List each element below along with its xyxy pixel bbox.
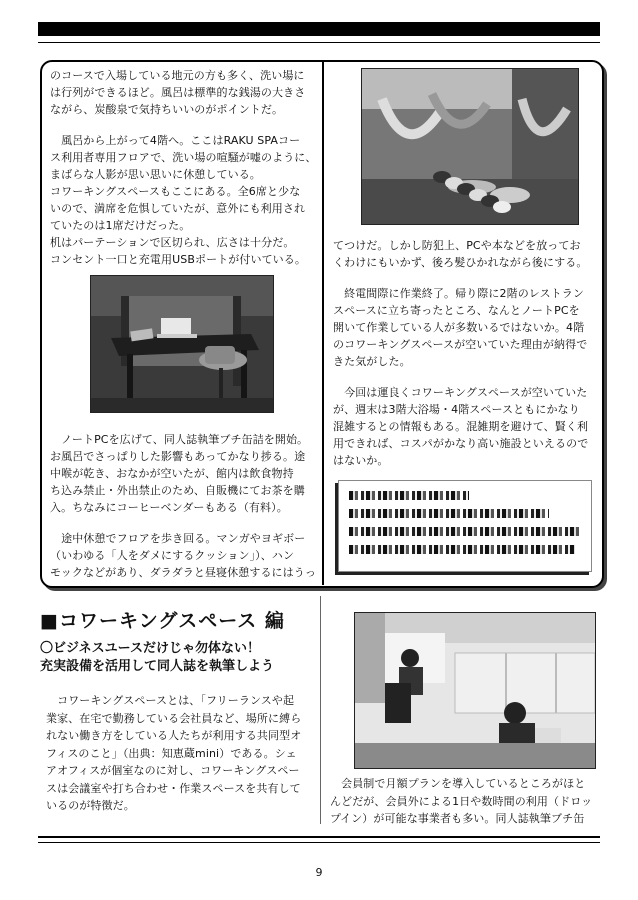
text-line: は行列ができるほど。風呂は標準的な銭湯の大きさ — [50, 86, 306, 99]
section-title: ■コワーキングスペース 編 — [40, 610, 285, 632]
footer-rule-thin — [38, 842, 600, 843]
text-line: 混雑するとの情報もある。混雑期を避けて、賢く利 — [333, 420, 589, 433]
text-line: が、週末は3階大浴場・4階スペースともにかなり — [333, 403, 580, 416]
subtitle-line-1: 〇ビジネスユースだけじゃ勿体ない！ — [40, 641, 260, 656]
page-number: 9 — [315, 866, 323, 879]
text-line: 用できれば、コスパがかなり高い施設といえるので — [333, 437, 589, 450]
text-line: スペースに立ち寄ったところ、なんとノートPCを — [333, 304, 580, 317]
redacted-line — [349, 509, 549, 518]
text-line: きた気がした。 — [333, 355, 411, 368]
text-line: のコワーキングスペースが空いていた理由が納得で — [333, 338, 588, 351]
desk-booth-photo — [90, 275, 274, 413]
text-line: 机はパーテーションで区切られ、広さは十分だ。 — [50, 236, 295, 249]
text-line: プイン）が可能な事業者も多い。同人誌執筆ブチ缶 — [330, 812, 585, 825]
text-line: のコースで入場している地元の方も多く、洗い場に — [50, 69, 305, 82]
footer-rule — [38, 836, 600, 838]
text-line: いので、満席を危惧していたが、意外にも利用され — [50, 202, 306, 215]
text-line: スは会議室や打ち合わせ・作業スペースを共有して — [46, 781, 301, 795]
text-line: コワーキングスペースとは、「フリーランスや起 — [46, 694, 295, 707]
text-line: ながら、炭酸泉で気持ちいいのがポイントだ。 — [50, 103, 284, 116]
text-line: くわけにもいかず、後ろ髪ひかれながら後にする。 — [333, 256, 588, 269]
text-line: 風呂から上がって4階へ。ここはRAKU SPAコー — [50, 134, 301, 147]
text-line: アオフィスが個室なのに対し、コワーキングスペー — [46, 764, 300, 777]
text-line: ノートPCを広げて、同人誌執筆ブチ缶詰を開始。 — [50, 433, 309, 446]
text-line: 途中休憩でフロアを歩き回る。マンガやヨギボー — [50, 532, 306, 545]
section-right-text — [330, 775, 600, 828]
text-line: フィスのこと」（出典：知恵蔵mini）である。シェ — [46, 746, 297, 760]
redacted-info-box — [338, 480, 592, 572]
text-line: モックなどがあり、ダラダラと昼寝休憩するにはうっ — [50, 566, 316, 579]
coworking-office-photo — [354, 612, 596, 769]
section-left-text — [46, 692, 316, 815]
text-line: コワーキングスペースもここにある。全6席と少な — [50, 185, 301, 198]
text-line: コンセント一口と充電用USBポートが付いている。 — [50, 253, 306, 266]
text-line: 会員制で月額プランを導入しているところがほと — [330, 777, 586, 790]
text-line: ていたのは1席だけだった。 — [50, 219, 191, 232]
text-line: まばらな人影が思い思いに休憩している。 — [50, 168, 261, 181]
column-divider — [322, 61, 324, 585]
redacted-line — [349, 545, 575, 554]
text-line: 今回は運良くコワーキングスペースが空いていた — [333, 386, 588, 399]
text-line: れない働き方をしている人たちが利用する共同型オ — [46, 729, 302, 742]
text-line: 入。ちなみにコーヒーベンダーもある（有料）。 — [50, 501, 288, 514]
header-rule — [38, 42, 600, 43]
text-line: ち込み禁止・外出禁止のため、自販機にてお茶を購 — [50, 484, 305, 497]
text-line: ス利用者専用フロアで、洗い場の喧騒が嘘のように、 — [50, 151, 317, 164]
hammock-lounge-photo — [361, 68, 579, 225]
text-line: てつけだ。しかし防犯上、PCや本などを放ってお — [333, 239, 581, 252]
text-line: はないか。 — [333, 454, 389, 467]
left-column-top-text — [50, 67, 318, 268]
redacted-line — [349, 527, 581, 536]
section-subtitle — [40, 640, 274, 676]
redacted-line — [349, 491, 469, 500]
text-line: んどだが、会員外による1日や数時間の利用（ドロッ — [330, 794, 593, 808]
text-line: 中喉が乾き、おなかが空いたが、館内は飲食物持 — [50, 467, 294, 480]
left-column-bottom-text — [50, 431, 318, 581]
right-column-text — [333, 237, 597, 469]
text-line: お風呂でさっぱりした影響もあってかなり捗る。途 — [50, 450, 306, 463]
text-line: 業家、在宅で勤務している会社員など、場所に縛ら — [46, 711, 302, 725]
text-line: （いわゆる「人をダメにするクッション」）、ハン — [50, 549, 295, 562]
lower-column-divider — [320, 596, 321, 824]
text-line: 終電間際に作業終了。帰り際に2階のレストラン — [333, 287, 584, 300]
subtitle-line-2: 充実設備を活用して同人誌を執筆しよう — [40, 659, 275, 674]
header-bar — [38, 22, 600, 36]
text-line: いるのが特徴だ。 — [46, 799, 135, 812]
text-line: 開いて作業している人が多数いるではないか。4階 — [333, 321, 585, 334]
